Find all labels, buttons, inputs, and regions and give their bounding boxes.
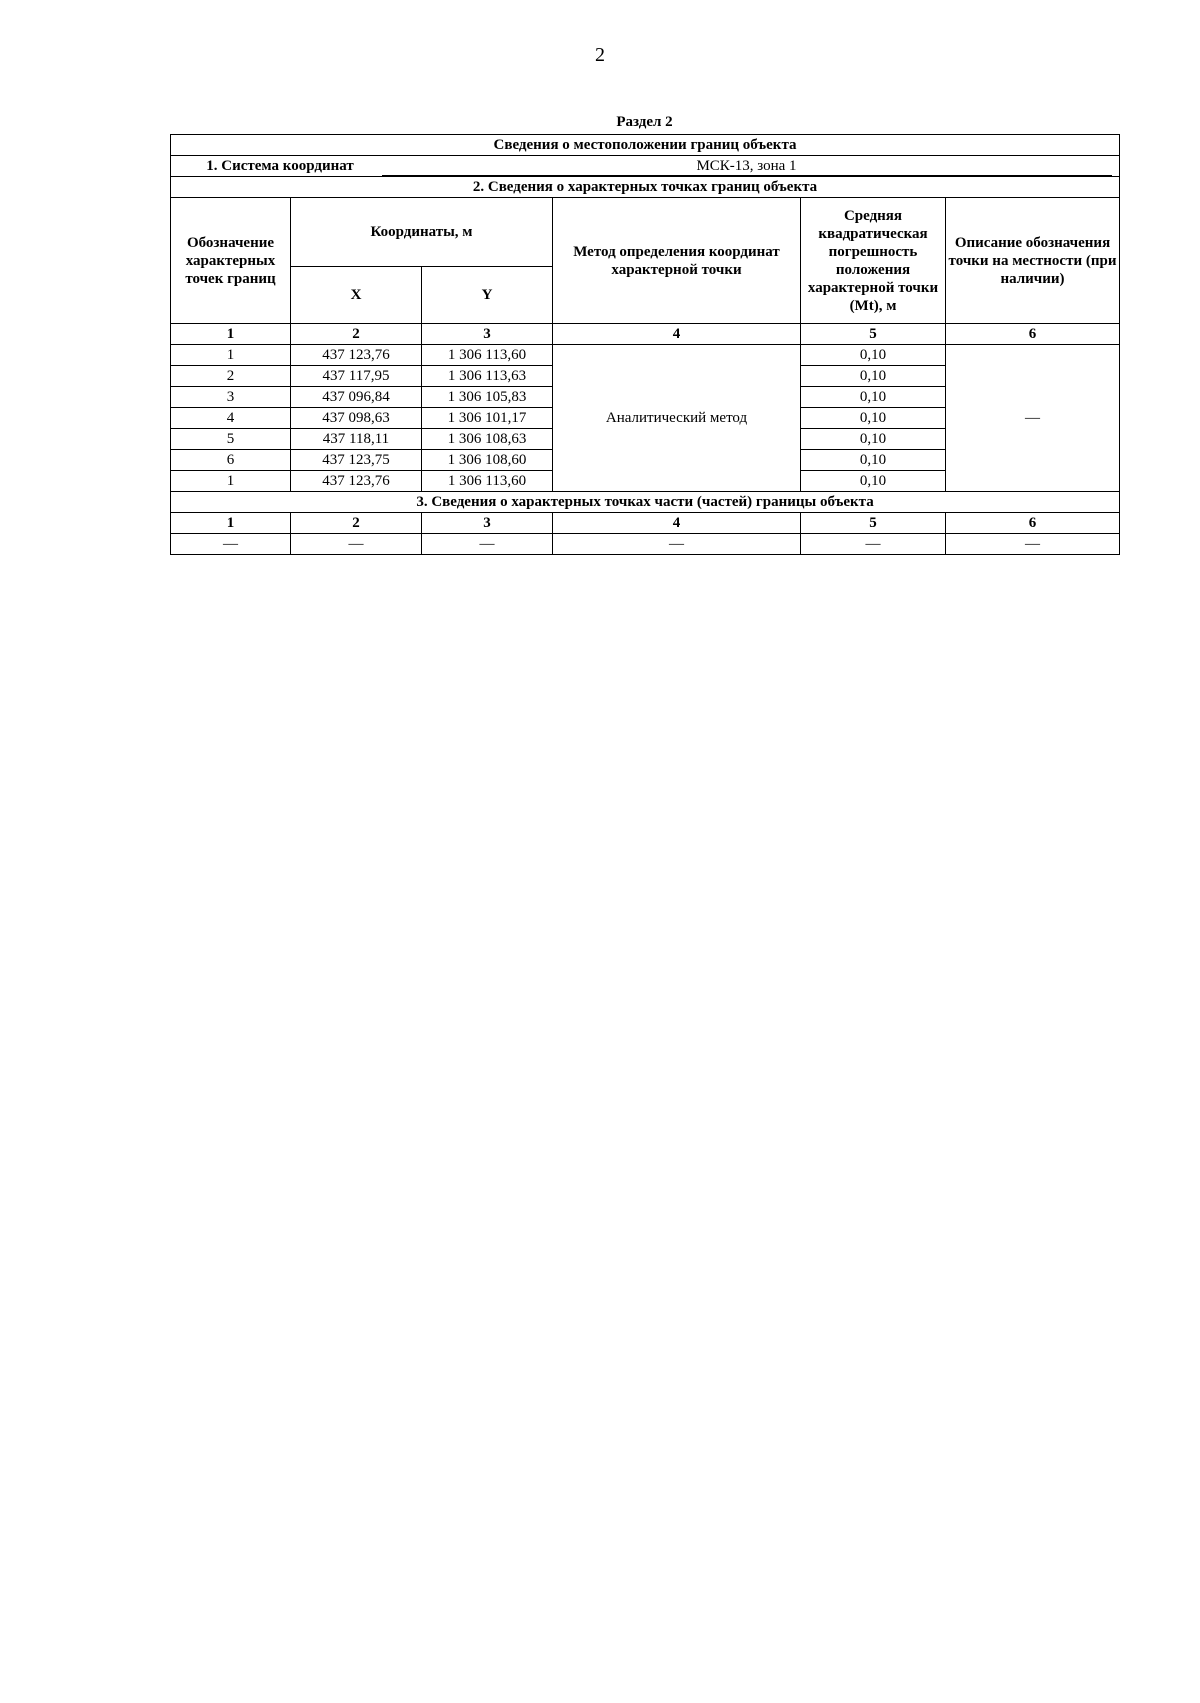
col-number: 3 (422, 324, 553, 345)
header-y: Y (422, 267, 553, 324)
section2-title: 2. Сведения о характерных точках границ объекта (171, 177, 1120, 198)
dash-cell: — (801, 534, 946, 555)
coord-system-label: 1. Система координат (206, 157, 354, 174)
col-number: 5 (801, 513, 946, 534)
point-mt: 0,10 (801, 408, 946, 429)
point-x: 437 123,76 (291, 471, 422, 492)
point-x: 437 117,95 (291, 366, 422, 387)
section3-row (171, 534, 1120, 555)
col-number: 1 (171, 513, 291, 534)
point-y: 1 306 101,17 (422, 408, 553, 429)
boundary-table (170, 134, 1120, 555)
point-x: 437 098,63 (291, 408, 422, 429)
col-number: 6 (946, 324, 1120, 345)
point-mt: 0,10 (801, 366, 946, 387)
col-number: 4 (553, 324, 801, 345)
section-title: Раздел 2 (616, 114, 673, 130)
column-numbers-row (171, 324, 1120, 345)
point-y: 1 306 113,60 (422, 345, 553, 366)
point-mt: 0,10 (801, 387, 946, 408)
point-mt: 0,10 (801, 450, 946, 471)
col-number: 2 (291, 324, 422, 345)
header-description: Описание обозначения точки на местности (при наличии) (946, 198, 1120, 324)
point-y: 1 306 108,60 (422, 450, 553, 471)
point-x: 437 096,84 (291, 387, 422, 408)
section3-column-numbers-row (171, 513, 1120, 534)
dash-cell: — (171, 534, 291, 555)
dash-cell: — (422, 534, 553, 555)
coord-system-value: МСК-13, зона 1 (382, 157, 1112, 176)
point-y: 1 306 113,60 (422, 471, 553, 492)
point-y: 1 306 108,63 (422, 429, 553, 450)
section3-title: 3. Сведения о характерных точках части (частей) границы объекта (171, 492, 1120, 513)
header-method: Метод определения координат характерной точки (553, 198, 801, 324)
dash-cell: — (553, 534, 801, 555)
col-number: 2 (291, 513, 422, 534)
col-number: 1 (171, 324, 291, 345)
coord-system-row (171, 156, 1120, 177)
header-coordinates: Координаты, м (291, 198, 553, 267)
header-x: X (291, 267, 422, 324)
description-cell: — (946, 345, 1120, 492)
col-number: 3 (422, 513, 553, 534)
page-number: 2 (595, 44, 605, 66)
method-cell: Аналитический метод (553, 345, 801, 492)
point-number: 1 (171, 345, 291, 366)
col-number: 6 (946, 513, 1120, 534)
point-x: 437 123,75 (291, 450, 422, 471)
point-mt: 0,10 (801, 429, 946, 450)
dash-cell: — (291, 534, 422, 555)
header-error: Средняя квадратическая погрешность положения характерной точки (Mt), м (801, 198, 946, 324)
table-row (171, 345, 1120, 366)
header-designation: Обозначение характерных точек границ (171, 198, 291, 324)
point-number: 2 (171, 366, 291, 387)
point-number: 6 (171, 450, 291, 471)
table-title: Сведения о местоположении границ объекта (171, 135, 1120, 156)
point-number: 5 (171, 429, 291, 450)
point-y: 1 306 105,83 (422, 387, 553, 408)
point-number: 3 (171, 387, 291, 408)
point-x: 437 123,76 (291, 345, 422, 366)
col-number: 5 (801, 324, 946, 345)
point-y: 1 306 113,63 (422, 366, 553, 387)
point-mt: 0,10 (801, 471, 946, 492)
point-number: 1 (171, 471, 291, 492)
point-number: 4 (171, 408, 291, 429)
col-number: 4 (553, 513, 801, 534)
point-mt: 0,10 (801, 345, 946, 366)
dash-cell: — (946, 534, 1120, 555)
point-x: 437 118,11 (291, 429, 422, 450)
